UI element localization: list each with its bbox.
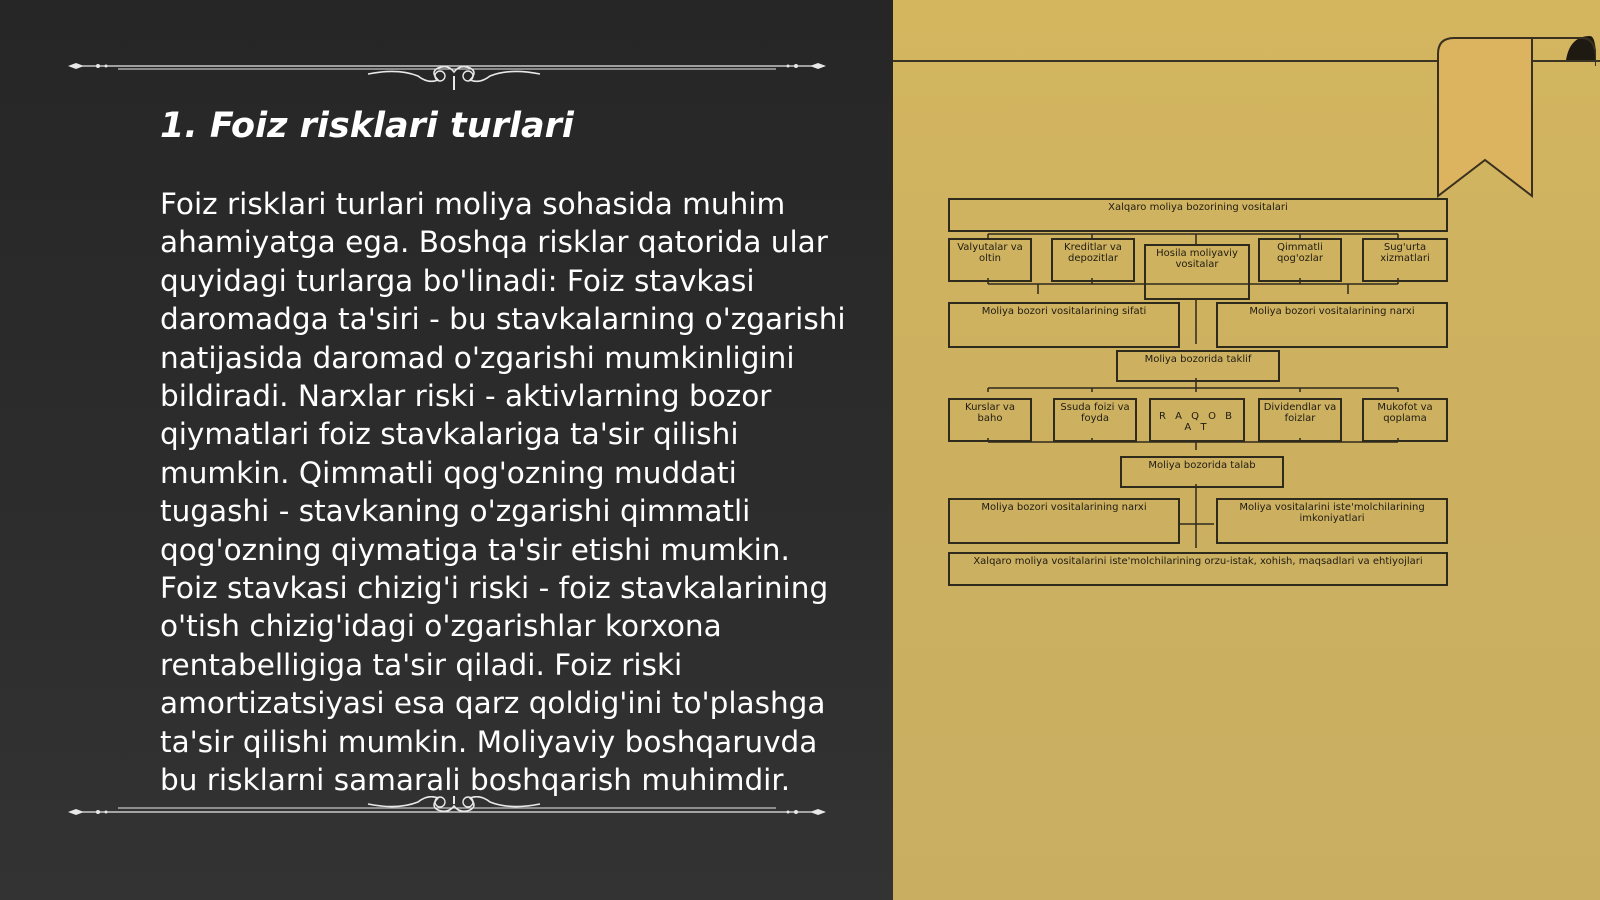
diagram-box-premium: Mukofot va qoplama xyxy=(1362,398,1448,442)
diagram-box-credits: Kreditlar va depozitlar xyxy=(1051,238,1135,282)
diagram-box-currencies: Valyutalar va oltin xyxy=(948,238,1032,282)
diagram-box-insurance: Sug'urta xizmatlari xyxy=(1362,238,1448,282)
diagram-box-securities: Qimmatli qog'ozlar xyxy=(1258,238,1342,282)
slide-body-text: Foiz risklari turlari moliya sohasida muhim ahamiyatga ega. Boshqa risklar qatorida ular quyidagi turlarga bo'linadi: Foiz stavkasi daromadga ta'siri - bu stavkalarning o'zgarishi natijasida daromad o'zgarishi mumkinligini bildiradi. Narxlar riski - aktivlarning bozor qiymatlari foiz stavkalariga ta'sir qilishi mumkin. Qimmatli qog'ozning muddati tugashi - stavkaning o'zgarishi qimmatli qog'ozning qiymatiga ta'sir etishi mumkin. Foiz stavkasi chizig'i riski - foiz stavkalarining o'tish chizig'idagi o'zgarishlar korxona rentabelligiga ta'sir qiladi. Foiz riski amortizatsiyasi esa qarz qoldig'ini to'plashga ta'sir qilishi mumkin. Moliyaviy boshqaruvda bu risklarni samarali boshqarish muhimdir. xyxy=(160,187,846,798)
diagram-box-supply: Moliya bozorida taklif xyxy=(1116,350,1280,382)
diagram-box-price-bottom: Moliya bozori vositalarining narxi xyxy=(948,498,1180,544)
diagram-box-demand: Moliya bozorida talab xyxy=(1120,456,1284,488)
bookmark-ribbon-icon xyxy=(1436,36,1596,198)
bottom-ornament xyxy=(68,796,826,836)
diagram-box-quality: Moliya bozori vositalarining sifati xyxy=(948,302,1180,348)
slide-title: 1. Foiz risklari turlari xyxy=(160,106,574,146)
diagram-box-derivatives: Hosila moliyaviy vositalar xyxy=(1144,244,1250,300)
top-ornament xyxy=(68,50,826,90)
diagram-box-consumers: Moliya vositalarini iste'molchilarining imkoniyatlari xyxy=(1216,498,1448,544)
financial-market-diagram xyxy=(948,198,1448,588)
diagram-box-bottom: Xalqaro moliya vositalarini iste'molchilarining orzu-istak, xohish, maqsadlari va ehtiyojlari xyxy=(948,552,1448,586)
diagram-box-rates: Kurslar va baho xyxy=(948,398,1032,442)
right-diagram-panel xyxy=(893,0,1600,900)
diagram-box-competition: R A Q O B A T xyxy=(1149,398,1245,442)
diagram-box-dividends: Dividendlar va foizlar xyxy=(1258,398,1342,442)
diagram-box-price-top: Moliya bozori vositalarining narxi xyxy=(1216,302,1448,348)
diagram-box-loan-interest: Ssuda foizi va foyda xyxy=(1053,398,1137,442)
diagram-box-top: Xalqaro moliya bozorining vositalari xyxy=(948,198,1448,232)
